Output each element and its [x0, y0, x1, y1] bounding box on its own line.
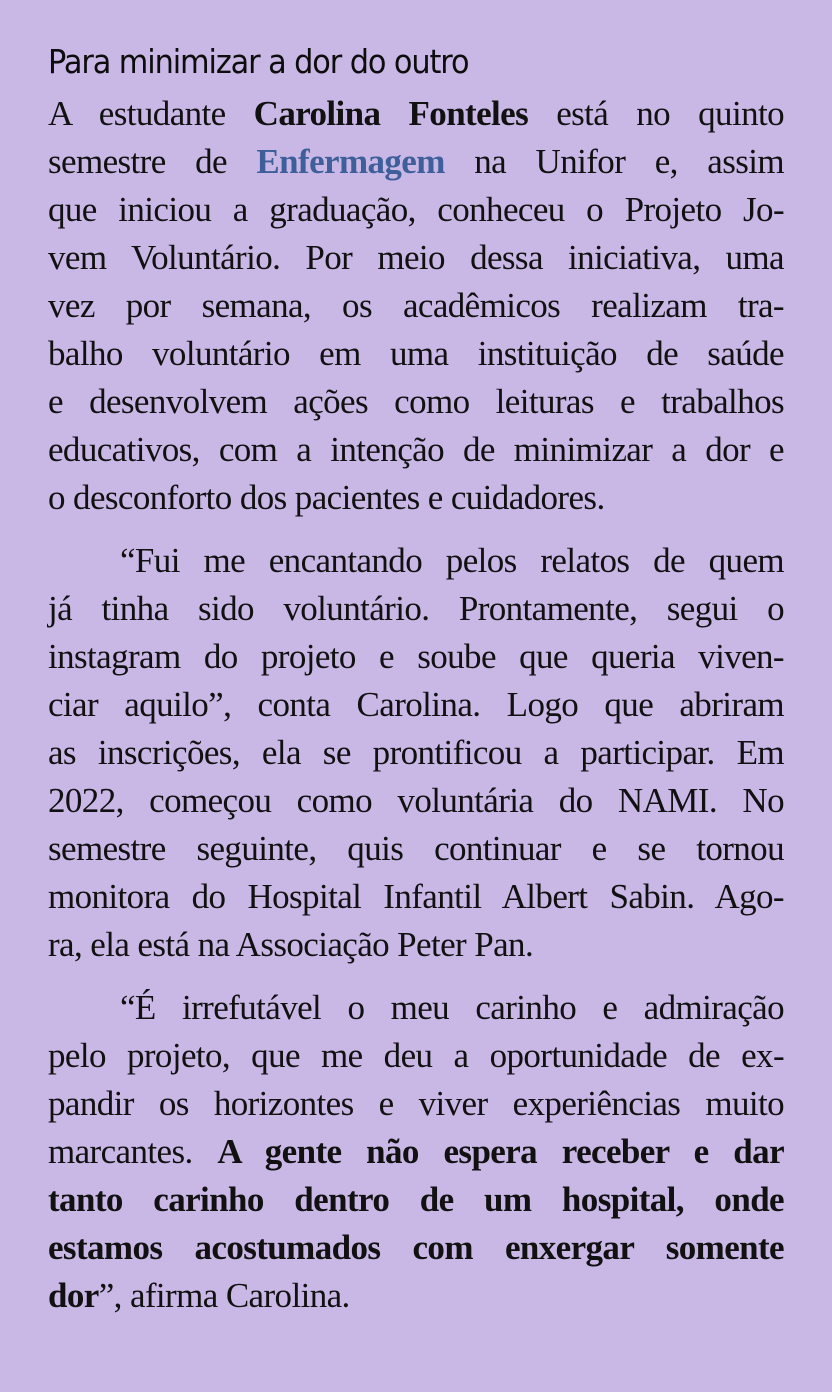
quote-highlight: A gente não espera receber e dar	[217, 1132, 785, 1171]
line	[48, 585, 784, 633]
text-segment: monitora do Hospital Infantil Albert Sabin. Ago-	[48, 877, 784, 916]
quote-highlight: estamos acostumados com enxergar somente	[48, 1228, 784, 1267]
paragraph-1	[48, 90, 784, 522]
line	[48, 873, 784, 921]
line	[48, 921, 784, 969]
text-segment: e desenvolvem ações como leituras e trabalhos	[48, 382, 784, 421]
line	[48, 234, 784, 282]
line	[48, 282, 784, 330]
line	[48, 426, 784, 474]
text-segment: as inscrições, ela se prontificou a participar. Em	[48, 733, 784, 772]
line	[48, 825, 784, 873]
line	[48, 1128, 784, 1176]
text-segment: o desconforto dos pacientes e cuidadores.	[48, 478, 605, 517]
paragraph-2	[48, 537, 784, 969]
text-segment: vez por semana, os acadêmicos realizam tra-	[48, 286, 784, 325]
line	[48, 474, 784, 522]
line	[48, 186, 784, 234]
text-segment: “Fui me encantando pelos relatos de quem	[120, 541, 784, 580]
quote-highlight: dor	[48, 1276, 99, 1315]
article-title: Para minimizar a dor do outro	[48, 42, 469, 81]
text-segment: na Unifor e, assim	[444, 142, 784, 181]
text-segment: já tinha sido voluntário. Prontamente, segui o	[48, 589, 784, 628]
line	[48, 1176, 784, 1224]
line	[48, 729, 784, 777]
text-segment: educativos, com a intenção de minimizar a dor e	[48, 430, 784, 469]
line	[48, 1032, 784, 1080]
text-segment: pelo projeto, que me deu a oportunidade de ex-	[48, 1036, 784, 1075]
person-name: Carolina Fonteles	[253, 94, 529, 133]
line	[48, 90, 784, 138]
text-segment: que iniciou a graduação, conheceu o Projeto Jo-	[48, 190, 784, 229]
text-segment: está no quinto	[528, 94, 784, 133]
text-segment: instagram do projeto e soube que queria viven-	[48, 637, 784, 676]
text-segment: balho voluntário em uma instituição de saúde	[48, 334, 784, 373]
text-segment: vem Voluntário. Por meio dessa iniciativa, uma	[48, 238, 784, 277]
text-segment: ”, afirma Carolina.	[98, 1276, 350, 1315]
text-segment: marcantes.	[48, 1132, 218, 1171]
text-segment: semestre de	[48, 142, 257, 181]
line	[48, 1224, 784, 1272]
line	[48, 1272, 784, 1320]
line	[48, 378, 784, 426]
line	[48, 1080, 784, 1128]
quote-highlight: tanto carinho dentro de um hospital, onde	[48, 1180, 784, 1219]
text-segment: semestre seguinte, quis continuar e se tornou	[48, 829, 784, 868]
paragraph-3	[48, 984, 784, 1320]
text-segment: A estudante	[48, 94, 254, 133]
line	[48, 138, 784, 186]
text-segment: ra, ela está na Associação Peter Pan.	[48, 925, 534, 964]
line	[48, 330, 784, 378]
line	[48, 984, 784, 1032]
text-segment: 2022, começou como voluntária do NAMI. No	[48, 781, 784, 820]
line	[48, 633, 784, 681]
text-segment: ciar aquilo”, conta Carolina. Logo que abriram	[48, 685, 784, 724]
article	[48, 36, 784, 1320]
line	[48, 537, 784, 585]
course-highlight: Enfermagem	[256, 142, 445, 181]
text-segment: pandir os horizontes e viver experiências muito	[48, 1084, 784, 1123]
line	[48, 681, 784, 729]
text-segment: “É irrefutável o meu carinho e admiração	[120, 988, 784, 1027]
line	[48, 777, 784, 825]
